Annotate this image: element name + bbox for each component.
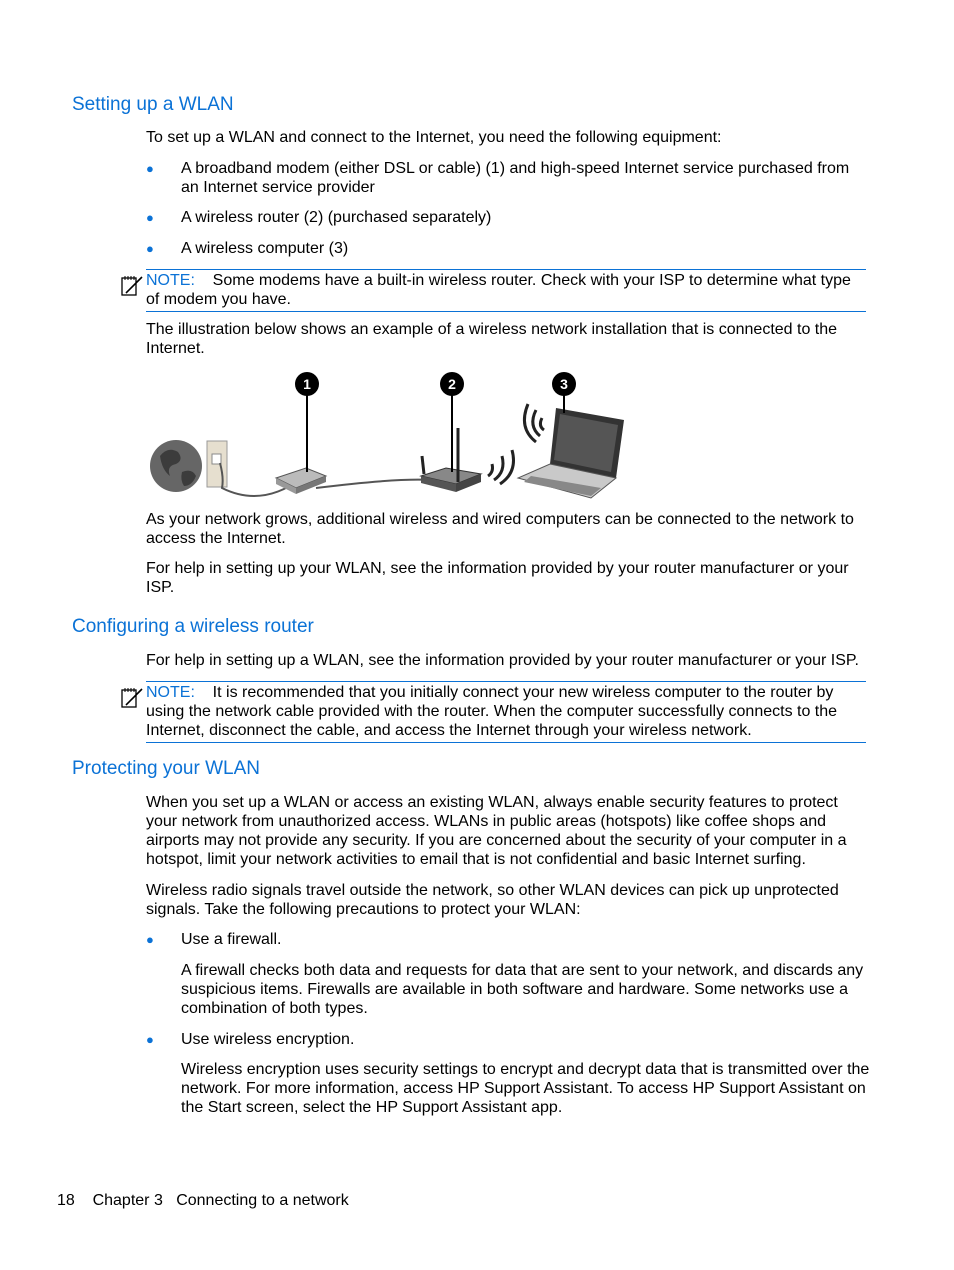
note-icon [120,686,144,710]
note-label: NOTE: [146,684,195,701]
note-text: Some modems have a built-in wireless router. Check with your ISP to determine what type of modem you have. [146,272,851,308]
callout-3 [552,372,576,396]
chapter-title: Connecting to a network [176,1192,349,1209]
network-grows-paragraph: As your network grows, additional wireless and wired computers can be connected to the network to access the Internet. [146,511,854,547]
security-paragraph: When you set up a WLAN or access an existing WLAN, always enable security features to protect your network from unauthorized access. WLANs in public areas (hotspots) like coffee shops and airports may not provide any security. If you are concerned about the security of your computer in a hotspot, limit your network activities to email that is not confidential and basic Internet surfing. [146,794,847,868]
svg-text:3: 3 [560,376,568,392]
svg-text:2: 2 [448,376,456,392]
precautions-paragraph: Wireless radio signals travel outside the network, so other WLAN devices can pick up unprotected signals. Take the following precautions to protect your WLAN: [146,882,839,918]
wifi-signal-icon [488,450,514,484]
note-icon [120,274,144,298]
bullet-icon: ● [146,161,154,176]
help-paragraph: For help in setting up your WLAN, see the information provided by your router manufacturer or your ISP. [146,560,849,596]
encryption-description: Wireless encryption uses security settings to encrypt and decrypt data that is transmitted over the network. For more information, access HP Support Assistant. To access HP Support Assistant on the Start screen, select the HP Support Assistant app. [181,1061,870,1116]
note-box [146,681,866,743]
firewall-description: A firewall checks both data and requests for data that are sent to your network, and discards any suspicious items. Firewalls are available in both software and hardware. Some networks use a combination of both types. [181,962,864,1017]
network-illustration [146,368,636,503]
chapter-number: Chapter 3 [92,1192,163,1209]
wifi-signal-icon [524,404,544,442]
bullet-icon: ● [146,932,154,947]
note-label: NOTE: [146,272,195,289]
intro-paragraph: To set up a WLAN and connect to the Internet, you need the following equipment: [146,129,722,146]
note-box [146,269,866,312]
illustration-intro: The illustration below shows an example of a wireless network installation that is connected to the Internet. [146,321,838,357]
bullet-icon: ● [146,210,154,225]
hp-support-assistant-term: HP Support Assistant [375,1099,527,1116]
page-footer [57,1191,349,1210]
bullet-icon: ● [146,1032,154,1047]
section-heading-protecting-wlan: Protecting your WLAN [72,758,260,779]
internet-globe-icon [150,440,202,492]
router-help-paragraph: For help in setting up a WLAN, see the information provided by your router manufacturer or your ISP. [146,652,859,669]
section-heading-setting-up-wlan: Setting up a WLAN [72,94,234,115]
callout-2 [440,372,464,396]
callout-1 [295,372,319,396]
section-heading-configuring-router: Configuring a wireless router [72,616,314,637]
svg-text:1: 1 [303,376,311,392]
page-number: 18 [57,1192,75,1209]
bullet-icon: ● [146,241,154,256]
note-text: It is recommended that you initially connect your new wireless computer to the router by using the network cable provided with the router. When the computer successfully connects to the Internet, disconnect the cable, and access the Internet through your wireless network. [146,684,838,739]
